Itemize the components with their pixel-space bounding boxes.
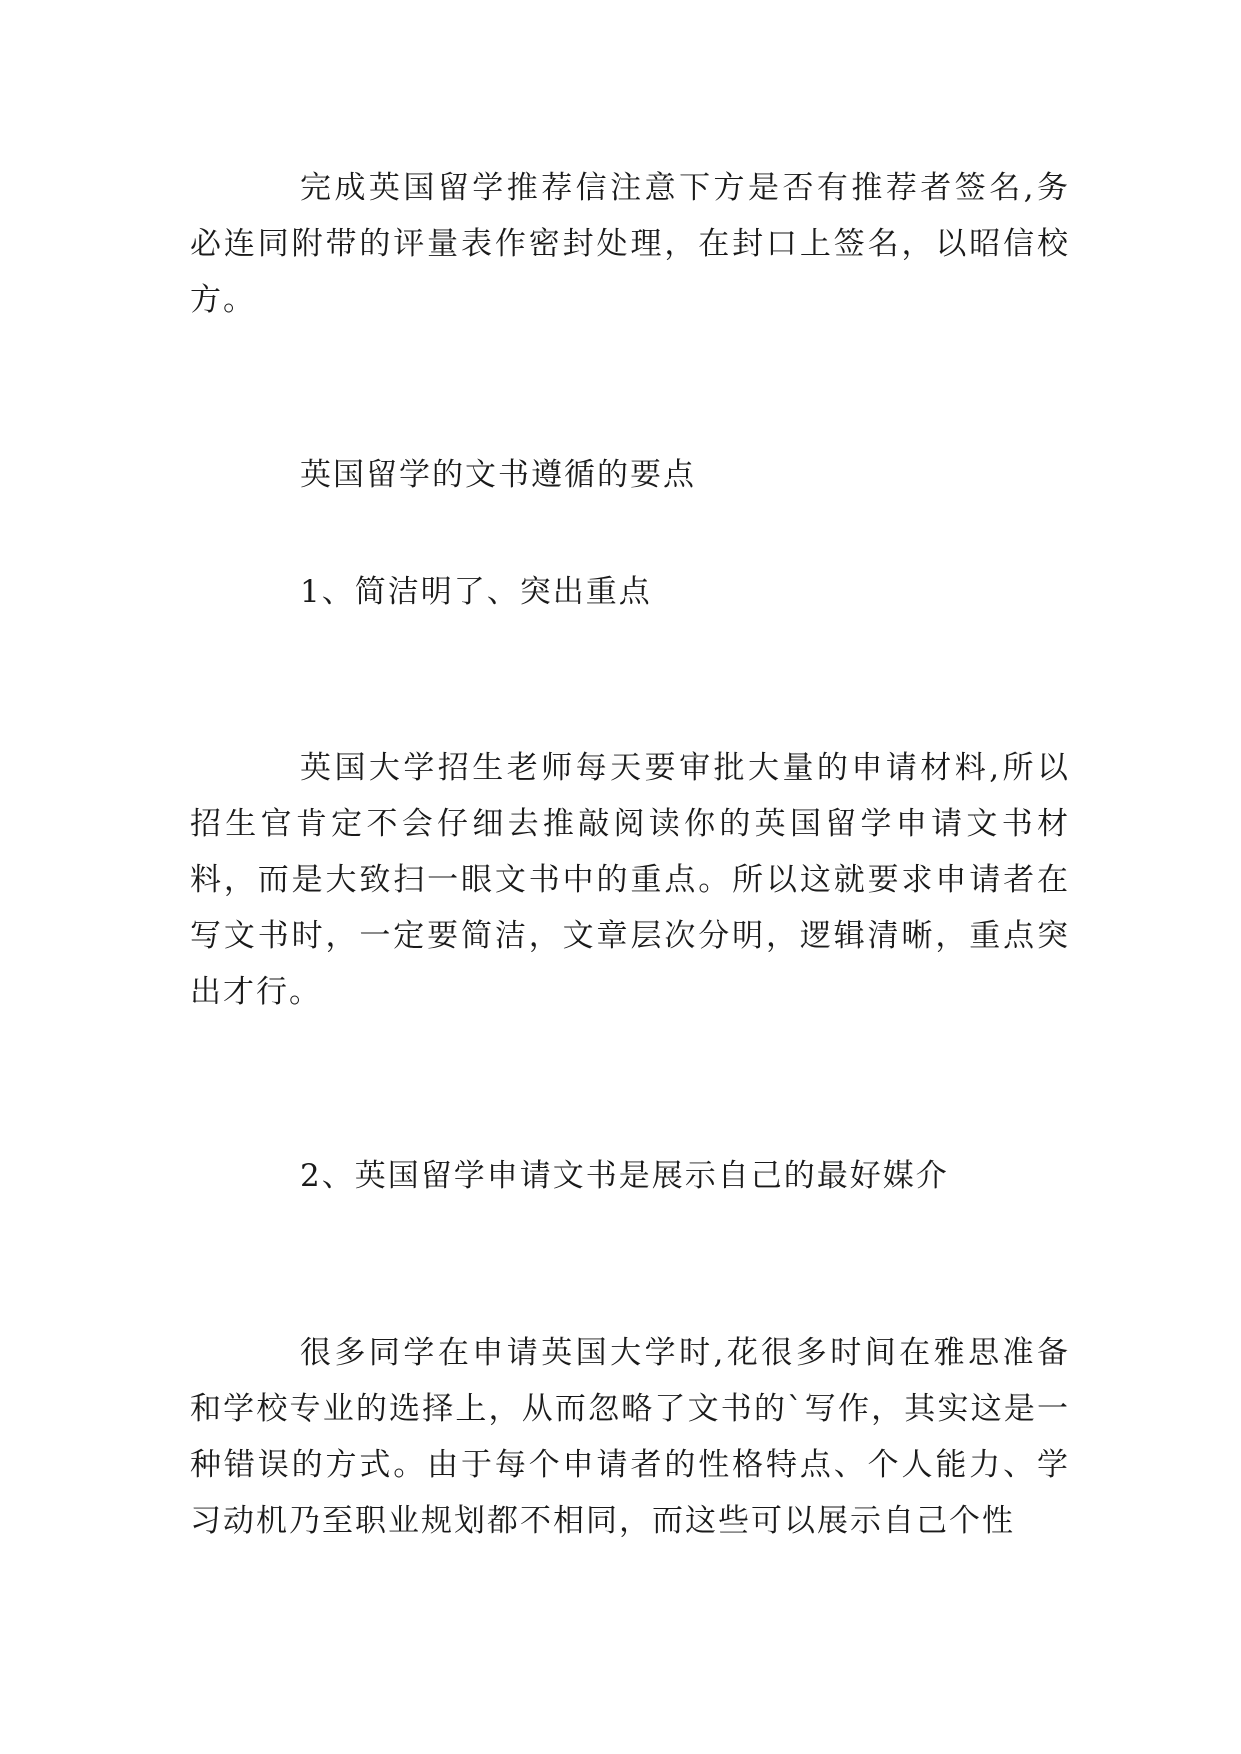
paragraph-recommendation-letter: 完成英国留学推荐信注意下方是否有推荐者签名,务必连同附带的评量表作密封处理，在封口上签名，以昭信校方。 xyxy=(190,170,1070,318)
section-title: 英国留学的文书遵循的要点 xyxy=(300,457,696,493)
point-1-heading: 1、简洁明了、突出重点 xyxy=(300,574,652,610)
point-2-heading: 2、英国留学申请文书是展示自己的最好媒介 xyxy=(300,1158,949,1194)
paragraph-point-1: 英国大学招生老师每天要审批大量的申请材料,所以招生官肯定不会仔细去推敲阅读你的英国留学申请文书材料，而是大致扫一眼文书中的重点。所以这就要求申请者在写文书时，一定要简洁，文章层次分明，逻辑清晰，重点突出才行。 xyxy=(190,750,1070,1010)
paragraph-point-2: 很多同学在申请英国大学时,花很多时间在雅思准备和学校专业的选择上，从而忽略了文书的`写作，其实这是一种错误的方式。由于每个申请者的性格特点、个人能力、学习动机乃至职业规划都不相同，而这些可以展示自己个性 xyxy=(190,1335,1070,1539)
